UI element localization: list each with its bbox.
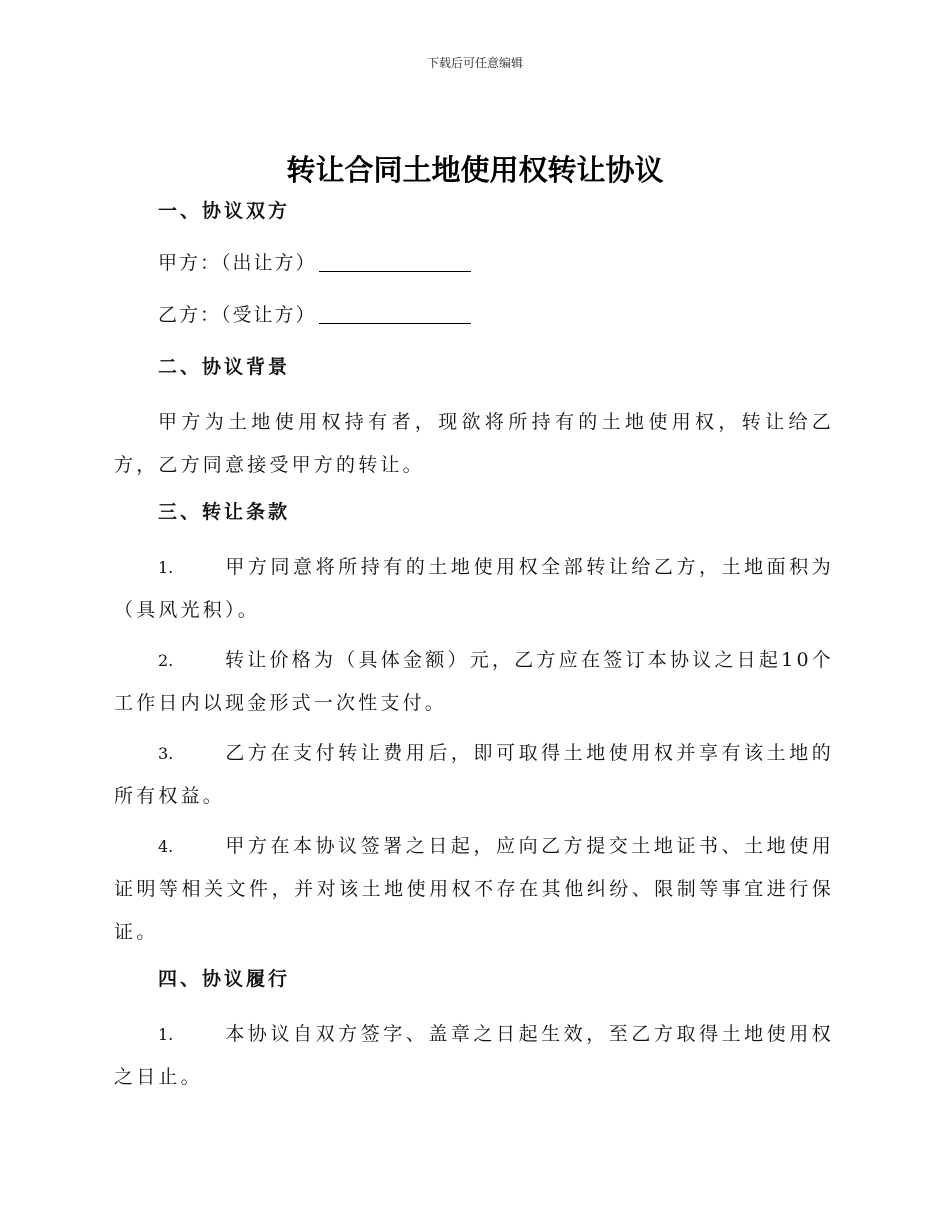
section-heading-terms: 三、转让条款 xyxy=(158,501,291,523)
terms-item xyxy=(114,825,834,954)
section-heading-background: 二、协议背景 xyxy=(158,356,291,378)
party-b-blank xyxy=(319,303,471,324)
party-b-label: 乙方：（受让方） xyxy=(158,304,317,326)
item-number: 4. xyxy=(158,837,174,856)
item-text: 乙方在支付转让费用后，即可取得土地使用权并享有该土地的所有权益。 xyxy=(114,742,834,807)
document-body xyxy=(114,193,834,1106)
item-text: 本协议自双方签字、盖章之日起生效，至乙方取得土地使用权之日止。 xyxy=(114,1023,834,1088)
party-b-line xyxy=(114,297,834,349)
terms-item xyxy=(114,639,834,725)
item-number: 1. xyxy=(158,558,174,577)
item-number: 1. xyxy=(158,1025,174,1044)
party-a-blank xyxy=(319,251,471,272)
terms-item xyxy=(114,732,834,818)
item-number: 2. xyxy=(158,651,174,670)
item-number: 3. xyxy=(158,744,174,763)
background-paragraph: 甲方为土地使用权持有者，现欲将所持有的土地使用权，转让给乙方，乙方同意接受甲方的转让。 xyxy=(114,411,834,476)
terms-item xyxy=(114,546,834,632)
item-text: 甲方在本协议签署之日起，应向乙方提交土地证书、土地使用证明等相关文件，并对该土地使用权不存在其他纠纷、限制等事宜进行保证。 xyxy=(114,835,834,943)
performance-item xyxy=(114,1013,834,1099)
party-a-label: 甲方：（出让方） xyxy=(158,252,317,274)
item-text: 转让价格为（具体金额）元，乙方应在签订本协议之日起10个工作日内以现金形式一次性支付。 xyxy=(114,649,834,714)
section-heading-parties: 一、协议双方 xyxy=(158,200,291,222)
header-note: 下载后可任意编辑 xyxy=(426,56,523,70)
party-a-line xyxy=(114,245,834,297)
item-text: 甲方同意将所持有的土地使用权全部转让给乙方，土地面积为（具风光积）。 xyxy=(114,556,834,621)
section-heading-performance: 四、协议履行 xyxy=(158,968,291,990)
document-title: 转让合同土地使用权转让协议 xyxy=(286,153,664,187)
